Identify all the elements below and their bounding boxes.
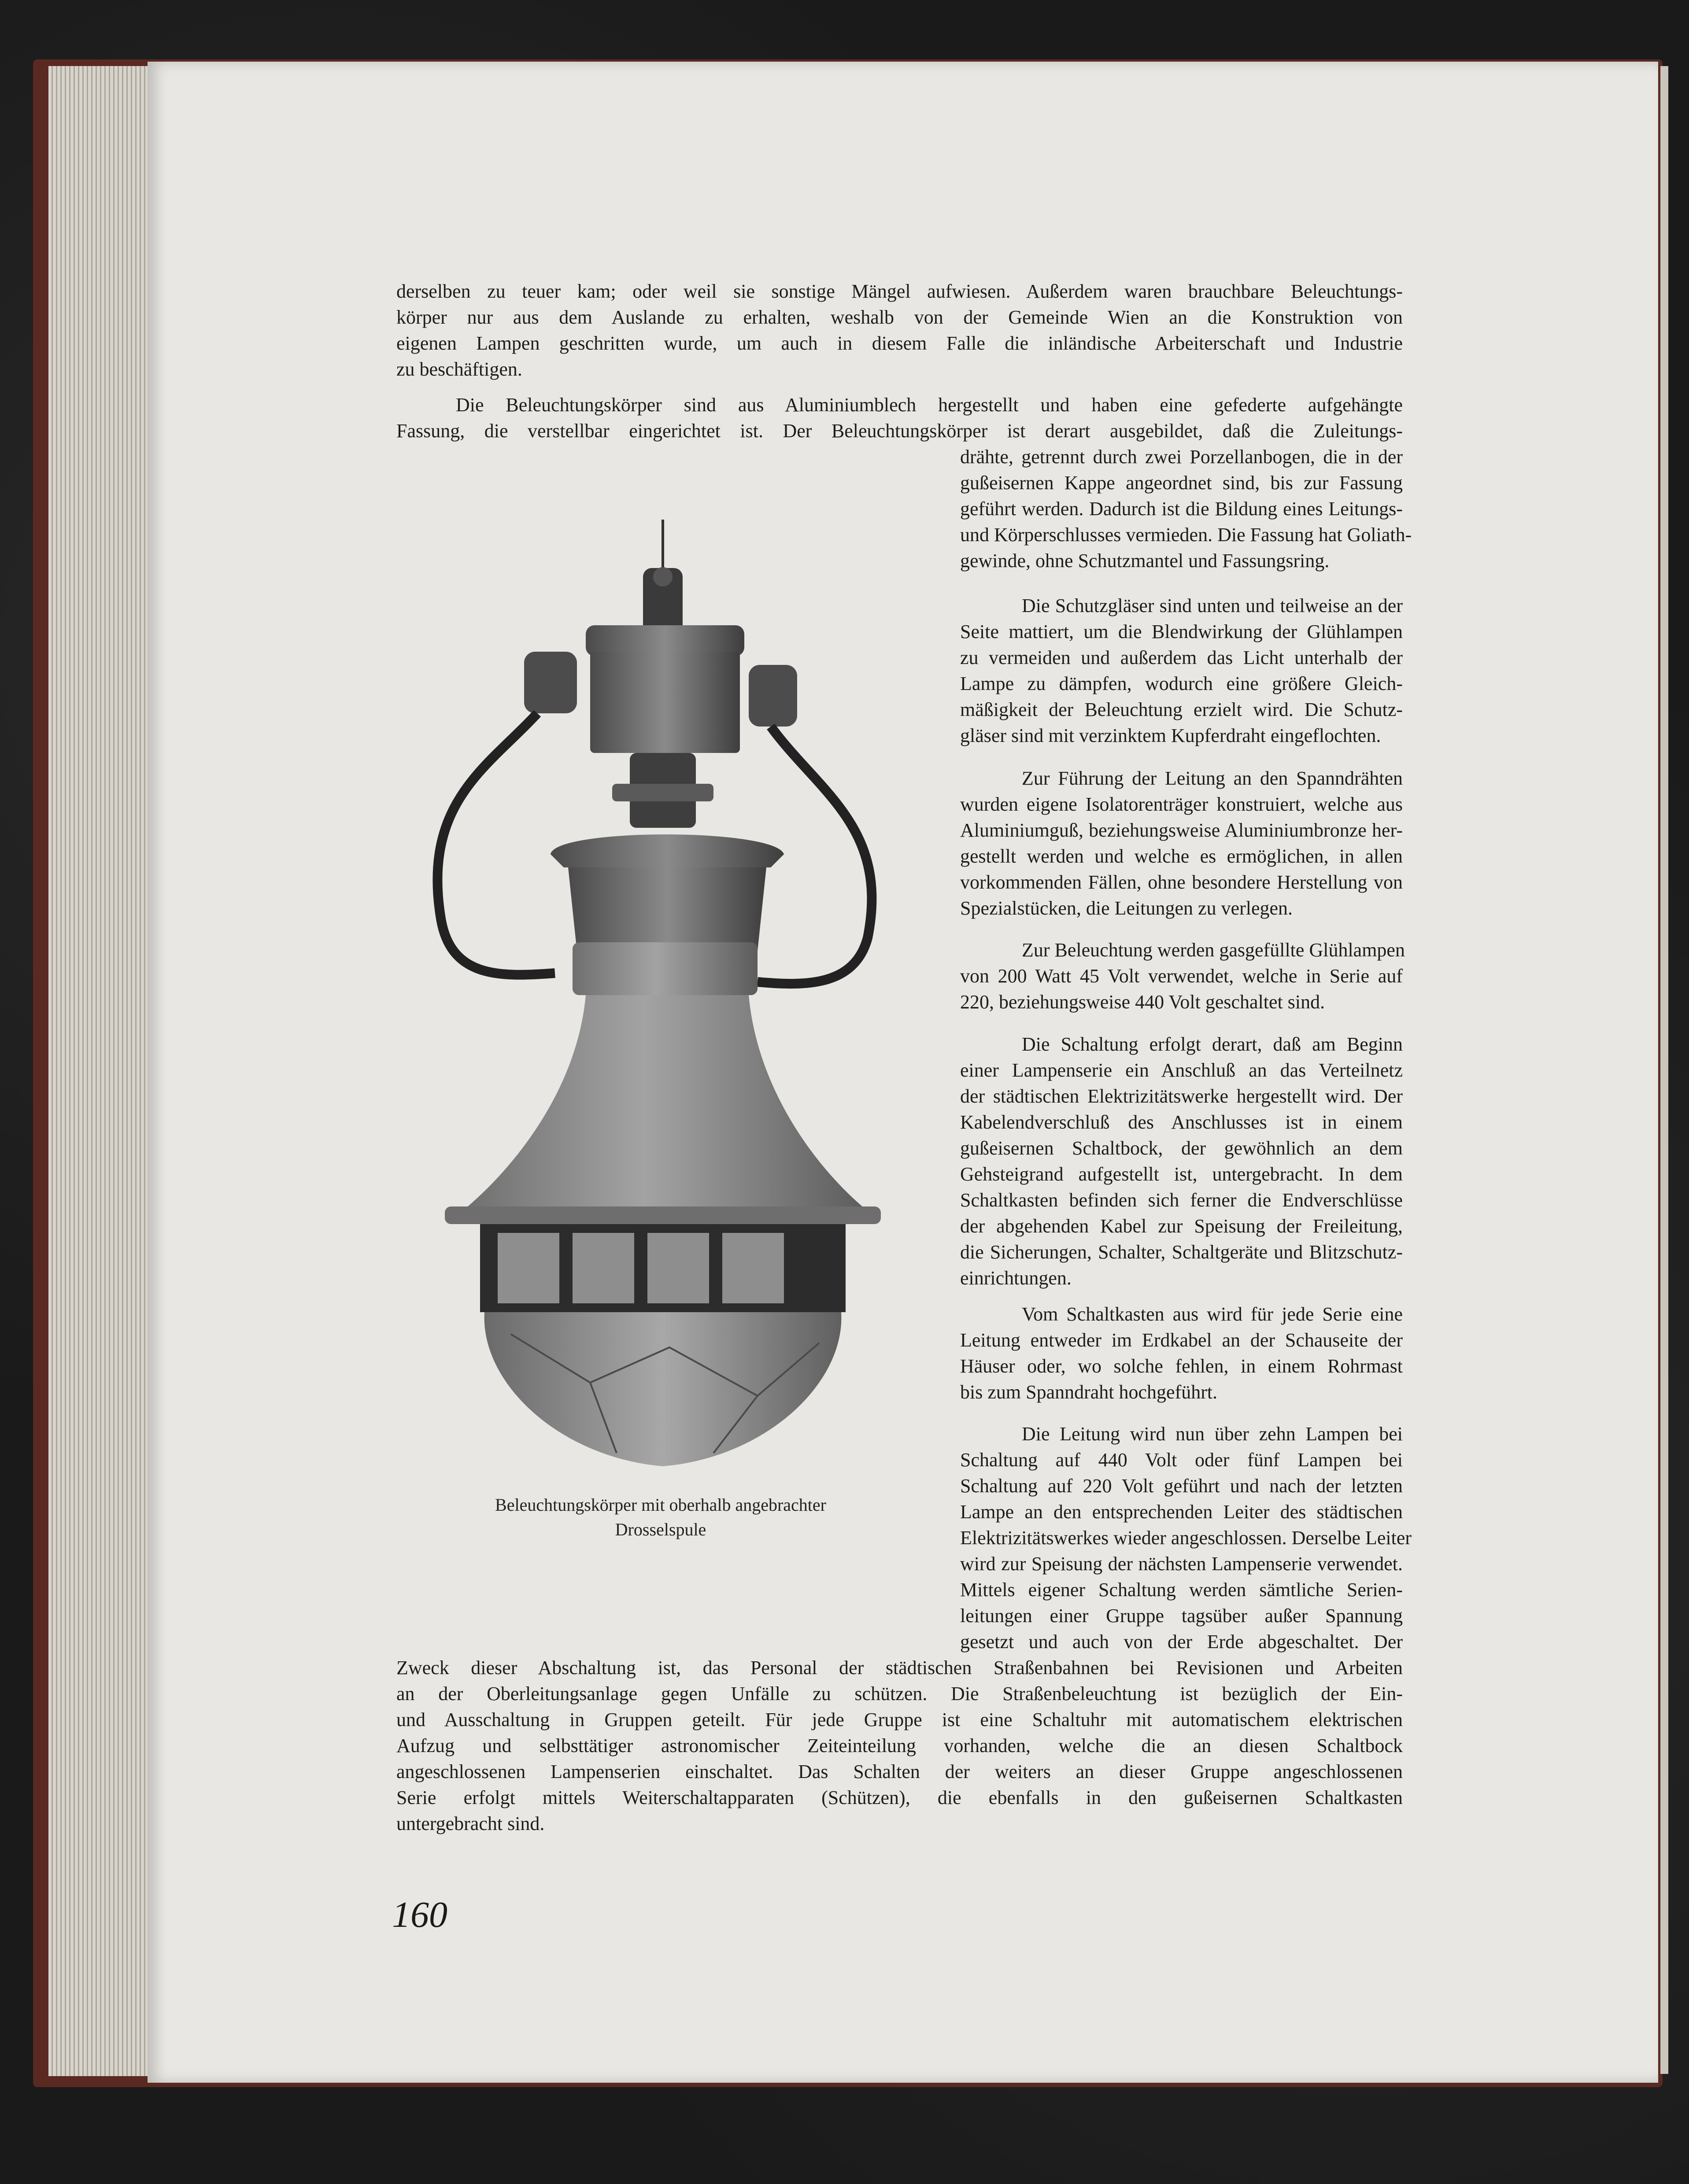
text-line: drähte, getrennt durch zwei Porzellanbogen, die in der [960, 446, 1403, 468]
paragraph-8-column [960, 1421, 1412, 1655]
text-line: körper nur aus dem Auslande zu erhalten, weshalb von der Gemeinde Wien an die Konstruktion von [396, 306, 1403, 328]
text-line: Seite mattiert, um die Blendwirkung der Glühlampen [960, 621, 1403, 642]
text-line: Mittels eigener Schaltung werden sämtliche Serien- [960, 1579, 1403, 1601]
text-line: Die Schutzgläser sind unten und teilweise an der [1022, 595, 1403, 616]
text-line: Aluminiumguß, beziehungsweise Aluminiumbronze her- [960, 819, 1403, 841]
text-line: vorkommenden Fällen, ohne besondere Herstellung von [960, 871, 1403, 893]
text-line: Serie erfolgt mittels Weiterschaltapparaten (Schützen), die ebenfalls in den gußeisernen Schaltkasten [396, 1787, 1403, 1808]
paragraph-3 [960, 593, 1403, 749]
text-line: der städtischen Elektrizitätswerke hergestellt wird. Der [960, 1085, 1403, 1107]
paragraph-4 [960, 765, 1403, 921]
caption-line-2: Drosselspule [615, 1520, 706, 1539]
text-line: Schaltung auf 220 Volt geführt und nach der letzten [960, 1475, 1403, 1497]
text-line: Lampe zu dämpfen, wodurch eine größere Gleich- [960, 673, 1403, 694]
figure-caption [396, 1493, 925, 1542]
text-line: gläser sind mit verzinktem Kupferdraht eingeflochten. [960, 725, 1381, 746]
paragraph-2-column [960, 444, 1412, 574]
text-line: zu vermeiden und außerdem das Licht unterhalb der [960, 647, 1403, 668]
text-line: Schaltkasten befinden sich ferner die Endverschlüsse [960, 1189, 1403, 1211]
text-line: angeschlossenen Lampenserien einschaltet. Das Schalten der weiters an dieser Gruppe angeschlossenen [396, 1761, 1403, 1782]
text-line: Zur Beleuchtung werden gasgefüllte Glühlampen [1022, 939, 1405, 961]
text-line: gewinde, ohne Schutzmantel und Fassungsring. [960, 550, 1330, 572]
text-line: Aufzug und selbsttätiger astronomischer Zeiteinteilung vorhanden, welche die an diesen Schaltbock [396, 1735, 1403, 1756]
text-line: gußeisernen Kappe angeordnet sind, bis zur Fassung [960, 472, 1403, 494]
text-line: mäßigkeit der Beleuchtung erzielt wird. Die Schutz- [960, 699, 1403, 720]
text-line: 220, beziehungsweise 440 Volt geschaltet sind. [960, 991, 1325, 1013]
text-line: Gehsteigrand aufgestellt ist, untergebracht. In dem [960, 1163, 1403, 1185]
text-line: leitungen einer Gruppe tagsüber außer Spannung [960, 1605, 1403, 1627]
paragraph-1 [396, 278, 1403, 382]
text-line: Spezialstücken, die Leitungen zu verlegen. [960, 897, 1293, 919]
text-line: eigenen Lampen geschritten wurde, um auch in diesem Falle die inländische Arbeiterschaft und Industrie [396, 332, 1403, 354]
text-line: die Sicherungen, Schalter, Schaltgeräte und Blitzschutz- [960, 1241, 1403, 1263]
paragraph-8-full [396, 1655, 1403, 1837]
text-line: Zur Führung der Leitung an den Spanndrähten [1022, 767, 1403, 789]
text-line: zu beschäftigen. [396, 358, 522, 380]
page-number: 160 [392, 1894, 447, 1935]
text-line: an der Oberleitungsanlage gegen Unfälle zu schützen. Die Straßenbeleuchtung ist bezüglich der Ein- [396, 1683, 1403, 1704]
text-line: Häuser oder, wo solche fehlen, in einem Rohrmast [960, 1355, 1403, 1377]
text-line: Die Schaltung erfolgt derart, daß am Beginn [1022, 1033, 1403, 1055]
text-line: Zweck dieser Abschaltung ist, das Personal der städtischen Straßenbahnen bei Revisionen und Arbeiten [396, 1657, 1403, 1679]
text-line: wurden eigene Isolatorenträger konstruiert, welche aus [960, 793, 1403, 815]
text-line: und Körperschlusses vermieden. Die Fassung hat Goliath- [960, 524, 1412, 546]
lamp-photograph [423, 520, 898, 1475]
text-line: Fassung, die verstellbar eingerichtet ist. Der Beleuchtungskörper ist derart ausgebildet, daß die Zuleitungs- [396, 420, 1403, 442]
paragraph-6 [960, 1031, 1403, 1291]
text-line: gesetzt und auch von der Erde abgeschaltet. Der [960, 1631, 1403, 1653]
paragraph-2-full [396, 392, 1403, 444]
text-line: untergebracht sind. [396, 1813, 545, 1834]
text-line: einrichtungen. [960, 1267, 1072, 1289]
page-edge-right [1660, 66, 1668, 2074]
text-line: und Ausschaltung in Gruppen geteilt. Für jede Gruppe ist eine Schaltuhr mit automatischem elektrischen [396, 1709, 1403, 1730]
text-line: Leitung entweder im Erdkabel an der Schauseite der [960, 1329, 1403, 1351]
text-line: gestellt werden und welche es ermöglichen, in allen [960, 845, 1403, 867]
text-line: Lampe an den entsprechenden Leiter des städtischen [960, 1501, 1403, 1523]
text-line: wird zur Speisung der nächsten Lampenserie verwendet. [960, 1553, 1403, 1575]
text-line: gußeisernen Schaltbock, der gewöhnlich an dem [960, 1137, 1403, 1159]
text-line: Schaltung auf 440 Volt oder fünf Lampen bei [960, 1449, 1403, 1471]
paragraph-5 [960, 937, 1403, 1015]
text-line: Vom Schaltkasten aus wird für jede Serie eine [1022, 1303, 1403, 1325]
text-line: der abgehenden Kabel zur Speisung der Freileitung, [960, 1215, 1403, 1237]
text-line: Elektrizitätswerkes wieder angeschlossen. Derselbe Leiter [960, 1527, 1412, 1549]
text-line: einer Lampenserie ein Anschluß an das Verteilnetz [960, 1059, 1403, 1081]
text-line: bis zum Spanndraht hochgeführt. [960, 1381, 1218, 1403]
text-line: Kabelendverschluß des Anschlusses ist in einem [960, 1111, 1403, 1133]
text-line: von 200 Watt 45 Volt verwendet, welche in Serie auf [960, 965, 1403, 987]
text-line: Die Beleuchtungskörper sind aus Aluminiumblech hergestellt und haben eine gefederte aufgehängte [456, 394, 1403, 416]
text-line: derselben zu teuer kam; oder weil sie sonstige Mängel aufwiesen. Außerdem waren brauchbare Beleuchtungs- [396, 280, 1403, 302]
text-line: Die Leitung wird nun über zehn Lampen bei [1022, 1423, 1403, 1445]
page-edges [48, 66, 154, 2076]
text-line: geführt werden. Dadurch ist die Bildung eines Leitungs- [960, 498, 1403, 520]
paragraph-7 [960, 1301, 1403, 1405]
caption-line-1: Beleuchtungskörper mit oberhalb angebrachter [495, 1495, 826, 1515]
